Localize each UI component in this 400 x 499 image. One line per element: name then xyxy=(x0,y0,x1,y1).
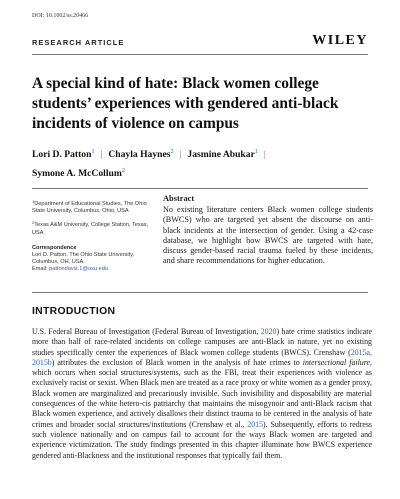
author-name: Lori D. Patton xyxy=(32,149,92,160)
abstract-text: No existing literature centers Black women college students (BWCS) who are targeted yet absent the discourse on anti-black incidents at the intersection of gender. Using a 42-case database, we highlight how BWCS are targeted with hate, discuss gender-based racial trauma fueled by these incidents, and share recommendations for higher education. xyxy=(163,205,373,266)
affiliation-marker[interactable]: 1 xyxy=(91,149,95,155)
citation-link[interactable]: 2015a, 2015b xyxy=(32,347,372,367)
author-separator: | xyxy=(100,149,103,160)
authors-divider xyxy=(32,188,368,189)
abstract-divider xyxy=(32,292,368,293)
author-list xyxy=(32,144,372,182)
article-title: A special kind of hate: Black women college students’ experiences with gendered anti-black incidents of violence on campus xyxy=(32,75,339,132)
affiliation: $^1$Department of Educational Studies, The Ohio State University, Columbus, Ohio, USA xyxy=(32,199,147,215)
section-heading: INTRODUCTION xyxy=(32,306,116,317)
author-name: Chayla Haynes xyxy=(108,149,171,160)
author-separator: | xyxy=(179,149,182,160)
abstract-heading: Abstract xyxy=(163,194,195,203)
article-type-label: RESEARCH ARTICLE xyxy=(32,38,125,47)
affiliation-marker[interactable]: 2 xyxy=(170,149,174,155)
author-name: Jasmine Abukar xyxy=(187,149,255,160)
affiliation-marker[interactable]: 2 xyxy=(121,168,125,174)
publisher-logo: WILEY xyxy=(312,33,368,48)
correspondence-text: Lori D. Patton, The Ohio State University, Columbus, OH, USA. xyxy=(32,252,135,266)
email-link[interactable]: pattondavis.1@osu.edu xyxy=(49,266,108,273)
affiliations-column xyxy=(32,198,154,274)
correspondence-heading: Correspondence xyxy=(32,244,77,251)
affiliation-marker[interactable]: 1 xyxy=(254,149,258,155)
correspondence-email: Email: pattondavis.1@osu.edu xyxy=(32,266,108,273)
doi: DOI: 10.1002/ss.20466 xyxy=(32,13,89,19)
author-separator: | xyxy=(263,149,266,160)
author-name: Symone A. McCollum xyxy=(32,168,122,179)
citation-link[interactable]: 2015 xyxy=(247,419,264,429)
introduction-paragraph: U.S. Federal Bureau of Investigation (Federal Bureau of Investigation, 2020) hate crime statistics indicate more than half of race-related incidents on college campuses are anti-Black in nature, yet no existing studies specifically center the experiences of Black women college students (BWCS). Crenshaw (2015a, 2015b) attributes the exclusion of Black women in the analysis of hate crimes to intersectional failure, which occurs when social structures/systems, such as the FBI, treat their experiences with violence as exclusively racist or sexist. When Black men are treated as a race proxy or white women as a gender proxy, Black women are marginalized and precariously invisible. Such invisibility and disposability are material consequences of the white hetero-cis patriarchy that maintains the misogynoir and anti-Black racism that Black women experience, and actively disallows their distinct trauma to be centered in the analysis of hate crimes and broader social structures/institutions (Crenshaw et al., 2015). Subsequently, efforts to redress such violence nationally and on campus fail to account for the ways Black women are targeted and experience victimization. The study findings presented in this chapter illuminate how BWCS experience gendered anti-Blackness and the institutional responses that typically fail them. xyxy=(32,327,373,460)
abstract xyxy=(163,194,373,266)
header-divider xyxy=(32,54,368,55)
citation-link[interactable]: 2020 xyxy=(260,327,277,336)
affiliation: $^2$Texas A&M University, College Station, Texas, USA xyxy=(32,220,149,236)
